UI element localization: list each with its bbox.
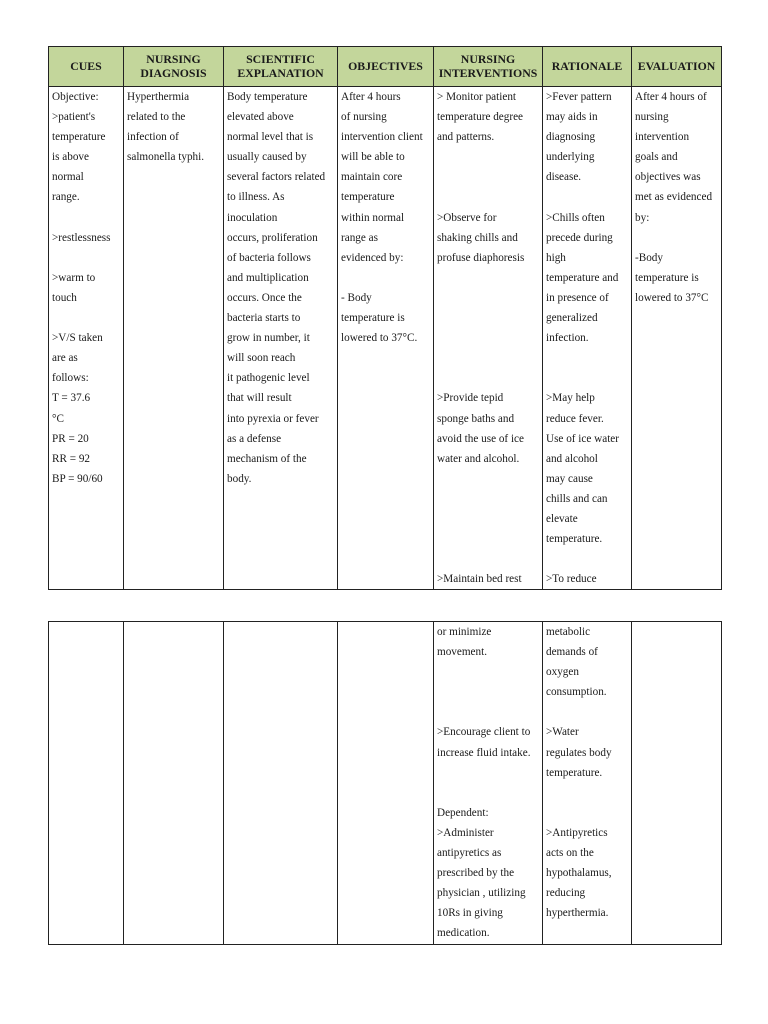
cell-text-line — [437, 682, 539, 702]
cell-text-line: elevated above — [227, 111, 294, 124]
cell-text-line: it pathogenic level — [227, 372, 310, 385]
cell-text-line: disease. — [546, 171, 582, 184]
cell-text-line: Dependent: — [437, 806, 489, 819]
cell-text-line: Objective: — [52, 91, 99, 103]
cell-text-line: is above — [52, 151, 89, 164]
cell-text-line: >restlessness — [52, 231, 111, 244]
cell-text-line: water and alcohol. — [437, 452, 520, 465]
cell-text-line: lowered to 37°C — [635, 291, 709, 304]
cell-text-line: normal — [52, 171, 84, 184]
cell-text-line: range as — [341, 231, 378, 244]
cell-text-line: underlying — [546, 151, 595, 164]
cell-text-line: body. — [227, 472, 252, 485]
cell-text-line: within normal — [341, 211, 405, 224]
cell-text-line: related to the — [127, 111, 186, 124]
cell-text-line: salmonella typhi. — [127, 151, 205, 164]
cell-text-line: >To reduce — [546, 573, 597, 586]
cell-text-line: consumption. — [546, 686, 607, 699]
cell-text-line — [52, 308, 120, 328]
cell-text-line: >patient's — [52, 111, 96, 124]
cell-text-line: may aids in — [546, 111, 598, 124]
cell-text-line: >Maintain bed rest — [437, 573, 522, 586]
cell-text-line — [437, 662, 539, 682]
cell-text-line: physician , utilizing — [437, 887, 526, 900]
cell-text-line: reducing — [546, 887, 586, 900]
cell-text-line: >Water — [546, 726, 579, 739]
cell-text-line: sponge baths and — [437, 412, 515, 425]
cell-text-line: acts on the — [546, 847, 594, 860]
cell-text-line — [341, 268, 430, 288]
cell-text-line: will be able to — [341, 151, 405, 164]
cell-text-line — [437, 783, 539, 803]
cell-text-line: medication. — [437, 927, 490, 940]
cell-text-line: demands of — [546, 646, 598, 659]
cell-text-line — [437, 147, 539, 167]
cell-text-line: maintain core — [341, 171, 403, 184]
cell-text-line: antipyretics as — [437, 847, 502, 860]
cell-text-line: follows: — [52, 372, 89, 385]
cell-text-line: >Chills often — [546, 211, 605, 224]
table-row — [49, 622, 722, 945]
cell-text-line: shaking chills and — [437, 231, 518, 244]
cell-text-line: normal level that is — [227, 131, 314, 144]
cell-text-line: of bacteria follows — [227, 251, 311, 264]
cell-text-line: T = 37.6 — [52, 392, 91, 405]
cell-text-line: BP = 90/60 — [52, 472, 103, 485]
cell-text-line: precede during — [546, 231, 613, 244]
cell-text-line — [437, 288, 539, 308]
cell-text-line: occurs, proliferation — [227, 231, 318, 244]
cell-text-line: touch — [52, 291, 77, 304]
cell-text-line: After 4 hours — [341, 91, 401, 103]
cell-text-line: movement. — [437, 646, 488, 659]
cell-text-line: Use of ice water — [546, 432, 619, 445]
cell-text-line: hypothalamus, — [546, 867, 612, 880]
cell-text-line: as a defense — [227, 432, 282, 445]
cell-text-line: >Fever pattern — [546, 91, 612, 103]
header-cues: CUES — [49, 47, 124, 87]
cell-text-line — [437, 549, 539, 569]
scientific-explanation-cell — [224, 87, 338, 590]
cell-text-line — [437, 509, 539, 529]
cell-text-line: occurs. Once the — [227, 291, 302, 304]
cell-text-line: several factors related — [227, 171, 326, 184]
cell-text-line: infection. — [546, 332, 589, 345]
cell-text-line: are as — [52, 352, 78, 365]
cell-text-line: After 4 hours of — [635, 91, 707, 103]
cell-text-line — [546, 803, 628, 823]
cell-text-line: PR = 20 — [52, 432, 89, 445]
cell-text-line: >Observe for — [437, 211, 497, 224]
cell-text-line: temperature. — [546, 766, 603, 779]
cell-text-line: >Administer — [437, 826, 494, 839]
cell-text-line: of nursing — [341, 111, 387, 124]
cell-text-line: >V/S taken — [52, 332, 103, 345]
cell-text-line: prescribed by the — [437, 867, 515, 880]
cell-text-line: nursing — [635, 111, 669, 124]
cell-text-line: metabolic — [546, 626, 591, 638]
header-scientific-explanation: SCIENTIFIC EXPLANATION — [224, 47, 338, 87]
cell-text-line: temperature — [52, 131, 106, 144]
cell-text-line — [437, 167, 539, 187]
rationale-cell — [543, 622, 632, 945]
cell-text-line — [546, 368, 628, 388]
cell-text-line: intervention client — [341, 131, 423, 144]
cell-text-line: range. — [52, 191, 80, 204]
cell-text-line — [52, 248, 120, 268]
cell-text-line: > Monitor patient — [437, 91, 517, 103]
cell-text-line: objectives was — [635, 171, 701, 184]
cell-text-line: >warm to — [52, 271, 96, 284]
cell-text-line: >Antipyretics — [546, 826, 608, 839]
cell-text-line: and multiplication — [227, 271, 309, 284]
cell-text-line — [635, 228, 718, 248]
cell-text-line: >Provide tepid — [437, 392, 504, 405]
cell-text-line: chills and can — [546, 492, 608, 505]
cell-text-line: reduce fever. — [546, 412, 604, 425]
objectives-cell — [338, 87, 434, 590]
nursing-diagnosis-cell — [124, 87, 224, 590]
scientific-explanation-cell — [224, 622, 338, 945]
cell-text-line: avoid the use of ice — [437, 432, 524, 445]
cell-text-line — [437, 368, 539, 388]
cell-text-line — [546, 549, 628, 569]
cell-text-line: >Encourage client to — [437, 726, 531, 739]
cell-text-line: high — [546, 251, 566, 264]
cell-text-line — [437, 308, 539, 328]
cell-text-line: evidenced by: — [341, 251, 404, 264]
care-plan-table-1 — [48, 46, 722, 590]
cell-text-line: profuse diaphoresis — [437, 251, 525, 264]
cell-text-line: usually caused by — [227, 151, 307, 164]
cell-text-line: temperature and — [546, 271, 619, 284]
cell-text-line: hyperthermia. — [546, 907, 609, 920]
cell-text-line — [437, 763, 539, 783]
cell-text-line — [437, 328, 539, 348]
cell-text-line: will soon reach — [227, 352, 296, 365]
cell-text-line: or minimize — [437, 626, 492, 638]
cell-text-line — [437, 187, 539, 207]
cell-text-line: temperature. — [546, 533, 603, 546]
cell-text-line: diagnosing — [546, 131, 596, 144]
cell-text-line: regulates body — [546, 746, 612, 759]
cell-text-line: temperature degree — [437, 111, 524, 124]
cues-cell — [49, 87, 124, 590]
cell-text-line — [52, 208, 120, 228]
cell-text-line: to illness. As — [227, 191, 285, 204]
cell-text-line: and patterns. — [437, 131, 495, 144]
cell-text-line — [437, 489, 539, 509]
care-plan-table-2 — [48, 621, 722, 945]
cell-text-line: temperature is — [341, 312, 405, 325]
rationale-cell — [543, 87, 632, 590]
cell-text-line: Body temperature — [227, 91, 308, 103]
cell-text-line: RR = 92 — [52, 452, 91, 465]
header-nursing-interventions: NURSING INTERVENTIONS — [434, 47, 543, 87]
evaluation-cell — [632, 622, 722, 945]
cell-text-line: elevate — [546, 512, 578, 525]
cell-text-line: Hyperthermia — [127, 91, 190, 103]
nursing-diagnosis-cell — [124, 622, 224, 945]
cell-text-line — [437, 529, 539, 549]
cell-text-line: temperature — [341, 191, 395, 204]
cell-text-line: -Body — [635, 251, 663, 264]
cell-text-line — [546, 783, 628, 803]
cell-text-line: intervention — [635, 131, 690, 144]
cell-text-line: 10Rs in giving — [437, 907, 503, 920]
cell-text-line — [546, 348, 628, 368]
cell-text-line: temperature is — [635, 271, 699, 284]
cues-cell — [49, 622, 124, 945]
header-row — [49, 47, 722, 87]
evaluation-cell — [632, 87, 722, 590]
header-objectives: OBJECTIVES — [338, 47, 434, 87]
cell-text-line: into pyrexia or fever — [227, 412, 319, 425]
cell-text-line: that will result — [227, 392, 292, 405]
cell-text-line: by: — [635, 211, 650, 224]
table-row — [49, 87, 722, 590]
cell-text-line: met as evidenced — [635, 191, 713, 204]
cell-text-line — [437, 348, 539, 368]
cell-text-line: increase fluid intake. — [437, 746, 531, 759]
cell-text-line: infection of — [127, 131, 179, 144]
cell-text-line: bacteria starts to — [227, 312, 301, 325]
cell-text-line: grow in number, it — [227, 332, 310, 345]
cell-text-line: generalized — [546, 312, 598, 325]
header-rationale: RATIONALE — [543, 47, 632, 87]
cell-text-line: lowered to 37°C. — [341, 332, 418, 345]
cell-text-line: may cause — [546, 472, 593, 485]
cell-text-line: goals and — [635, 151, 678, 164]
cell-text-line — [437, 268, 539, 288]
cell-text-line: in presence of — [546, 291, 609, 304]
objectives-cell — [338, 622, 434, 945]
nursing-interventions-cell — [434, 622, 543, 945]
cell-text-line — [546, 702, 628, 722]
cell-text-line — [437, 469, 539, 489]
cell-text-line: °C — [52, 412, 64, 425]
cell-text-line: inoculation — [227, 211, 278, 224]
header-evaluation: EVALUATION — [632, 47, 722, 87]
nursing-interventions-cell — [434, 87, 543, 590]
header-nursing-diagnosis: NURSING DIAGNOSIS — [124, 47, 224, 87]
cell-text-line: >May help — [546, 392, 595, 405]
cell-text-line — [437, 702, 539, 722]
cell-text-line — [546, 187, 628, 207]
cell-text-line: - Body — [341, 291, 372, 304]
cell-text-line: oxygen — [546, 666, 579, 679]
cell-text-line: and alcohol — [546, 452, 598, 465]
cell-text-line: mechanism of the — [227, 452, 307, 465]
